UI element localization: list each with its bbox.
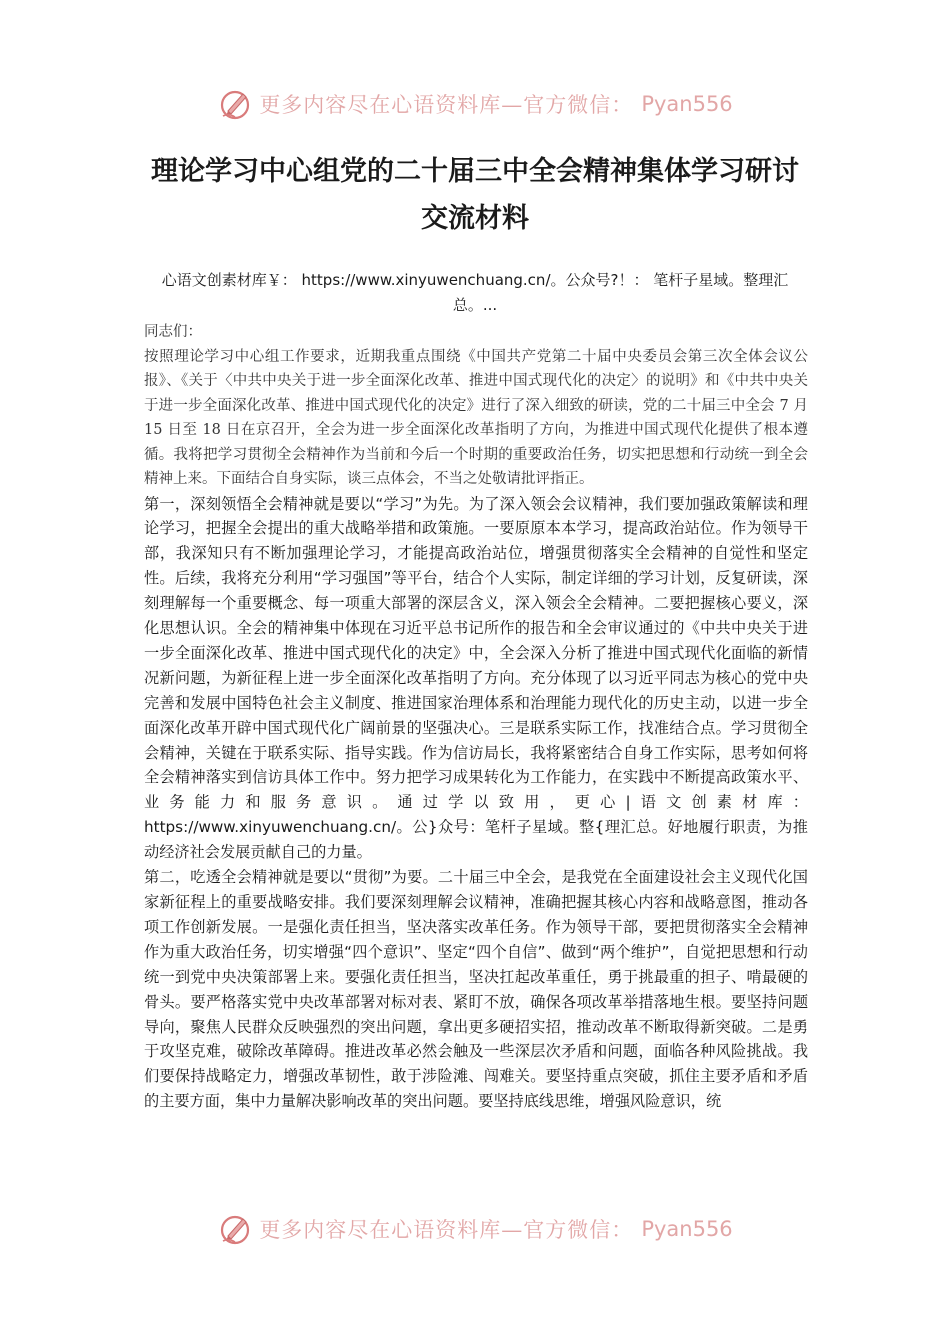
watermark-text: 更多内容尽在心语资料库—官方微信： <box>259 1218 634 1242</box>
watermark-header <box>0 84 950 124</box>
watermark-wechat-id: Pyan556 <box>641 1217 733 1241</box>
pen-logo-icon <box>217 1211 253 1247</box>
watermark-wechat-id: Pyan556 <box>641 92 733 116</box>
document-title: 理论学习中心组党的二十届三中全会精神集体学习研讨交流材料 <box>151 156 799 234</box>
source-line: 心语文创素材库￥： https://www.xinyuwenchuang.cn/。公众号?！： 笔杆子星域。整理汇总。... <box>161 271 789 314</box>
point-two-paragraph: 第二，吃透全会精神就是要以“贯彻”为要。二十届三中全会，是我党在全面建设社会主义现代化国家新征程上的重要战略安排。我们要深刻理解会议精神，准确把握其核心内容和战略意图，推动各项工作创新发展。一是强化责任担当，坚决落实改革任务。作为领导干部，要把贯彻落实全会精神作为重大政治任务，切实增强“四个意识”、坚定“四个自信”、做到“两个维护”，自觉把思想和行动统一到党中央决策部署上来。要强化责任担当，坚决扛起改革重任，勇于挑最重的担子、啃最硬的骨头。要严格落实党中央改革部署对标对表、紧盯不放，确保各项改革举措落地生根。要坚持问题导向，聚焦人民群众反映强烈的突出问题，拿出更多硬招实招，推动改革不断取得新突破。二是勇于攻坚克难，破除改革障碍。推进改革必然会触及一些深层次矛盾和问题，面临各种风险挑战。我们要保持战略定力，增强改革韧性，敢于涉险滩、闯难关。要坚持重点突破，抓住主要矛盾和矛盾的主要方面，集中力量解决影响改革的突出问题。要坚持底线思维，增强风险意识，统 <box>144 868 808 1111</box>
watermark-footer <box>0 1209 950 1249</box>
salutation: 同志们： <box>144 324 202 340</box>
document-body <box>144 320 808 1114</box>
watermark-text: 更多内容尽在心语资料库—官方微信： <box>259 93 634 117</box>
pen-logo-icon <box>217 86 253 122</box>
intro-paragraph: 按照理论学习中心组工作要求，近期我重点围绕《中国共产党第二十届中央委员会第三次全体会议公报》、《关于〈中共中央关于进一步全面深化改革、推进中国式现代化的决定〉的说明》和《中共中央关于进一步全面深化改革、推进中国式现代化的决定》进行了深入细致的研读，党的二十届三中全会 7 月 15 日至 18 日在京召开，全会为进一步全面深化改革指明了方向，为推进中国式现代化提供了根本遵循。我将把学习贯彻全会精神作为当前和今后一个时期的重要政治任务，切实把思想和行动统一到全会精神上来。下面结合自身实际，谈三点体会，不当之处敬请批评指正。 <box>144 348 808 487</box>
point-one-paragraph: 第一，深刻领悟全会精神就是要以“学习”为先。为了深入领会会议精神，我们要加强政策解读和理论学习，把握全会提出的重大战略举措和政策施。一要原原本本学习，提高政治站位。作为领导干部，我深知只有不断加强理论学习，才能提高政治站位，增强贯彻落实全会精神的自觉性和坚定性。后续，我将充分利用“学习强国”等平台，结合个人实际，制定详细的学习计划，反复研读，深刻理解每一个重要概念、每一项重大部署的深层含义，深入领会全会精神。二要把握核心要义，深化思想认识。全会的精神集中体现在习近平总书记所作的报告和全会审议通过的《中共中央关于进一步全面深化改革、推进中国式现代化的决定》中，全会深入分析了推进中国式现代化面临的新情况新问题，为新征程上进一步全面深化改革指明了方向。充分体现了以习近平同志为核心的党中央完善和发展中国特色社会主义制度、推进国家治理体系和治理能力现代化的历史主动，以进一步全面深化改革开辟中国式现代化广阔前景的坚强决心。三是联系实际工作，找准结合点。学习贯彻全会精神，关键在于联系实际、指导实践。作为信访局长，我将紧密结合自身工作实际，思考如何将全会精神落实到信访具体工作中。努力把学习成果转化为工作能力，在实践中不断提高政策水平、业务能力和服务意识。通过学以致用，更心|语文创素材库：https://www.xinyuwenchuang.cn/。公}众号：笔杆子星域。整{理汇总。好地履行职责，为推动经济社会发展贡献自己的力量。 <box>144 494 808 862</box>
